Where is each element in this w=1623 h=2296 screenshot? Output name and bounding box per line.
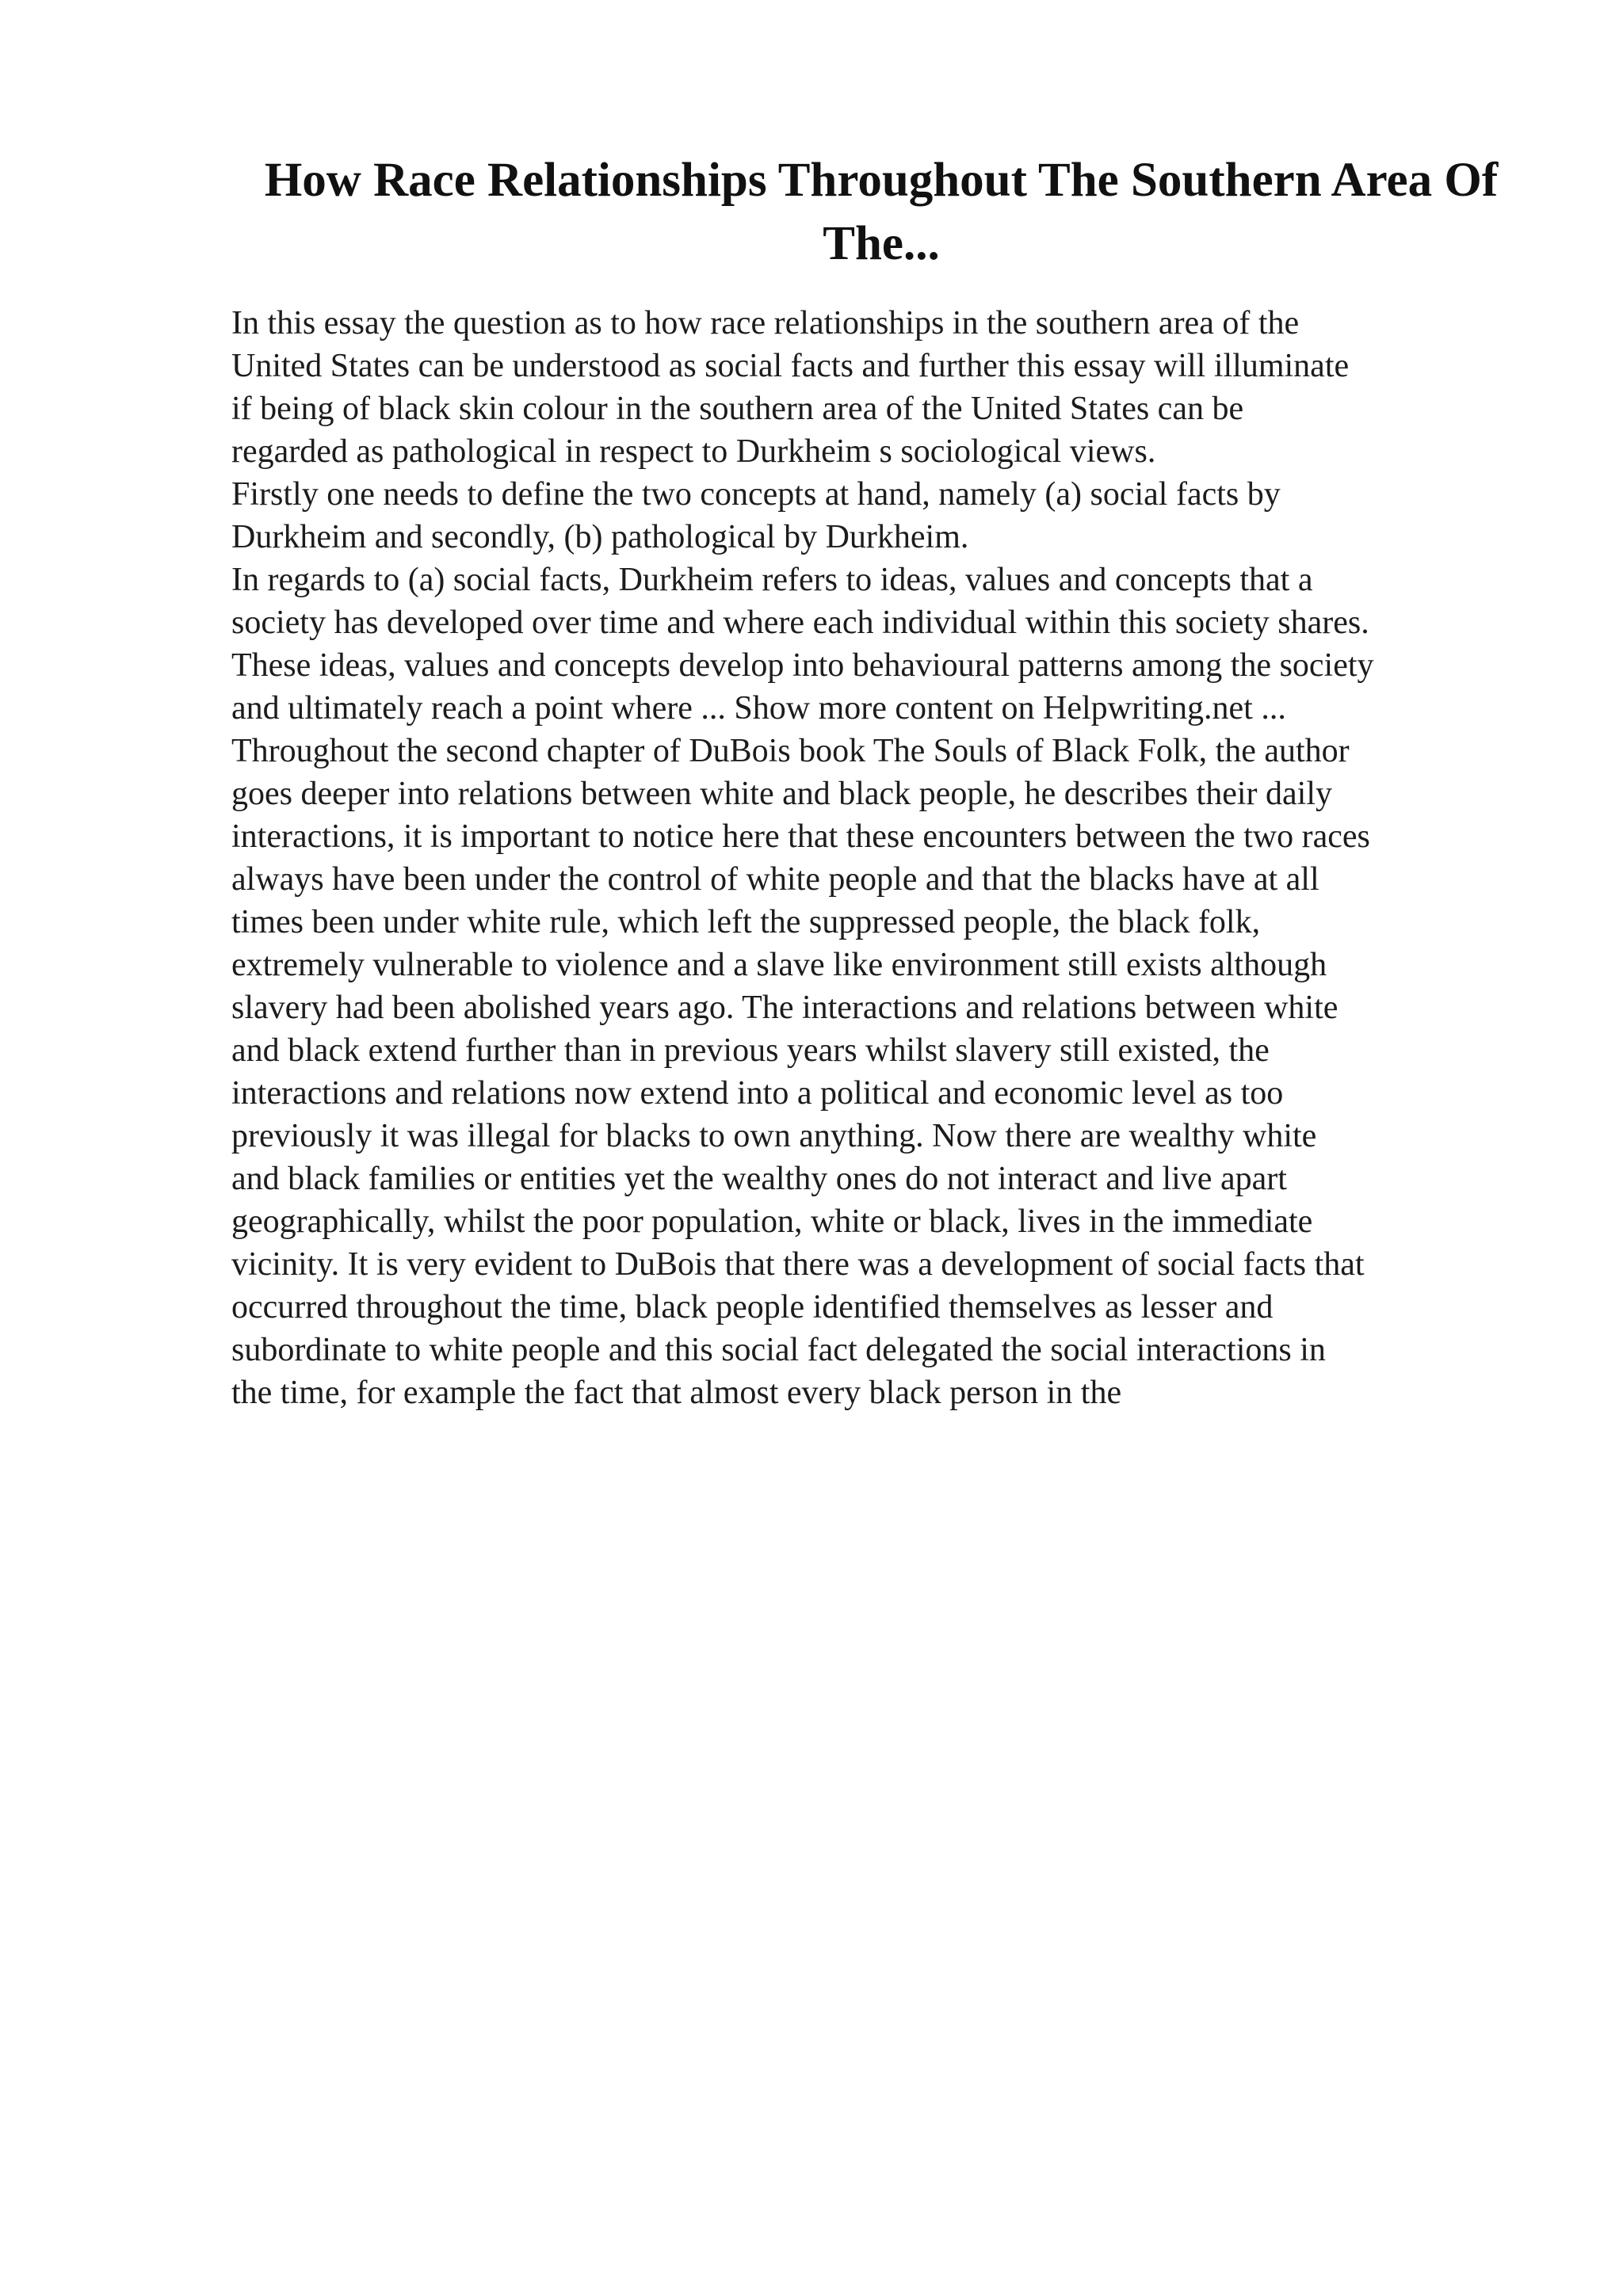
body-line: the time, for example the fact that almost every black person in the bbox=[231, 1375, 1122, 1411]
body-line: These ideas, values and concepts develop into behavioural patterns among the society bbox=[231, 647, 1374, 684]
body-line: Firstly one needs to define the two concepts at hand, namely (a) social facts by bbox=[231, 476, 1281, 513]
body-line: society has developed over time and where each individual within this society shares. bbox=[231, 605, 1369, 641]
title-line: The... bbox=[823, 217, 940, 270]
body-line: subordinate to white people and this social fact delegated the social interactions in bbox=[231, 1332, 1326, 1368]
body-line: extremely vulnerable to violence and a slave like environment still exists although bbox=[231, 947, 1327, 983]
body-line: Durkheim and secondly, (b) pathological by Durkheim. bbox=[231, 519, 969, 555]
body-line: if being of black skin colour in the southern area of the United States can be bbox=[231, 391, 1244, 427]
document-title bbox=[231, 149, 1531, 276]
body-line: goes deeper into relations between white and black people, he describes their daily bbox=[231, 776, 1332, 812]
body-line: geographically, whilst the poor population, white or black, lives in the immediate bbox=[231, 1203, 1313, 1240]
body-line: and black extend further than in previous years whilst slavery still existed, the bbox=[231, 1032, 1270, 1069]
body-line: In regards to (a) social facts, Durkheim refers to ideas, values and concepts that a bbox=[231, 562, 1313, 598]
body-line: vicinity. It is very evident to DuBois that there was a development of social facts that bbox=[231, 1246, 1365, 1283]
body-line: interactions and relations now extend into a political and economic level as too bbox=[231, 1075, 1284, 1112]
body-line: slavery had been abolished years ago. The interactions and relations between white bbox=[231, 990, 1338, 1026]
title-line: How Race Relationships Throughout The Southern Area Of bbox=[264, 154, 1499, 207]
body-line: times been under white rule, which left the suppressed people, the black folk, bbox=[231, 904, 1261, 940]
body-line: always have been under the control of white people and that the blacks have at all bbox=[231, 861, 1319, 898]
body-line: occurred throughout the time, black people identified themselves as lesser and bbox=[231, 1289, 1274, 1325]
document-body bbox=[231, 302, 1594, 1414]
body-line: previously it was illegal for blacks to own anything. Now there are wealthy white bbox=[231, 1118, 1317, 1154]
body-line: interactions, it is important to notice here that these encounters between the two races bbox=[231, 818, 1370, 855]
body-line: and black families or entities yet the wealthy ones do not interact and live apart bbox=[231, 1161, 1287, 1197]
body-line: regarded as pathological in respect to Durkheim s sociological views. bbox=[231, 433, 1156, 470]
body-line: United States can be understood as social facts and further this essay will illuminate bbox=[231, 348, 1350, 384]
body-line: Throughout the second chapter of DuBois book The Souls of Black Folk, the author bbox=[231, 733, 1350, 769]
body-line: and ultimately reach a point where ... Show more content on Helpwriting.net ... bbox=[231, 690, 1286, 727]
body-line: In this essay the question as to how race relationships in the southern area of the bbox=[231, 305, 1300, 341]
